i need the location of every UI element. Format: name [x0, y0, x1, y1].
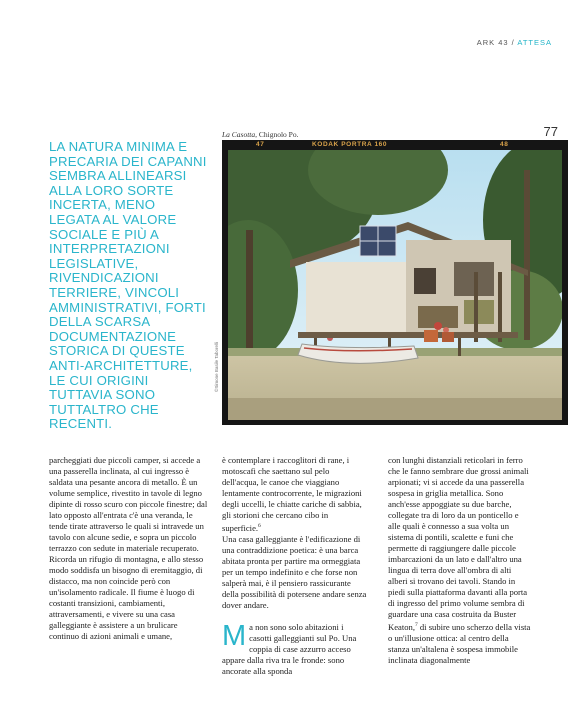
footnote-ref-7: 7 — [414, 622, 418, 628]
column-3-text-b: di subire uno scherzo della vista o un'illusione ottica: al centro della stanza un'altalena è sospesa immobile inclinata diagonalmente — [388, 621, 531, 665]
header-section: ATTESA — [517, 38, 552, 47]
caption-title: La Casotta — [222, 130, 256, 139]
film-strip — [222, 140, 568, 149]
column-3-paragraph — [388, 455, 532, 666]
column-2-paragraph-3 — [222, 619, 368, 677]
text-column-2 — [222, 455, 368, 677]
header-publication: ARK 43 / — [476, 38, 518, 47]
column-2-text-c: a non sono solo abitazioni i casotti galleggianti sul Po. Una coppia di case azzurro acceso appare dalla riva tra le fronde: sono ancorate alla sponda — [222, 621, 357, 676]
column-2-paragraph-1 — [222, 455, 368, 534]
photo-credit: ©Simone Basile Taborelli — [214, 341, 219, 392]
film-frame-number-right: 48 — [500, 141, 509, 148]
film-brand: KODAK PORTRA 160 — [312, 141, 388, 148]
drop-cap: M — [222, 619, 247, 652]
page-number: 77 — [543, 124, 558, 139]
photo-frame — [222, 140, 568, 425]
film-frame-number-left: 47 — [256, 141, 265, 148]
photo-illustration — [228, 150, 562, 420]
photo-caption — [222, 130, 298, 139]
text-column-3 — [388, 455, 532, 666]
column-2-text-a: è contemplare i raccoglitori di rane, i motoscafi che saettano sul pelo dell'acqua, le canoe che viaggiano lentamente controcorrente, le migrazioni degli uccelli, le chiatte cariche di sabbia, gli storioni che cercano cibo in superficie. — [222, 455, 362, 533]
pull-quote: LA NATURA MINIMA E PRECARIA DEI CAPANNI SEMBRA ALLINEARSI ALLA LORO SORTE INCERTA, MENO LEGATA AL VALORE SOCIALE E PIÙ A INTERPRETAZIONI LEGISLATIVE, RIVENDICAZIONI TERRIERE, VINCOLI AMMINISTRATIVI, FORTI DELLA SCARSA DOCUMENTAZIONE STORICA DI QUESTE ANTI-ARCHITETTURE, LE CUI ORIGINI TUTTAVIA SONO TUTTALTRO CHE RECENTI. — [49, 139, 207, 432]
column-2-paragraph-2: Una casa galleggiante è l'edificazione di una contraddizione poetica: è una barca abitata pronta per partire ma ormeggiata per un tempo indefinito e che forse non salperà mai, è il pensiero rassicurante della possibilità di potersene andare senza dover andare. — [222, 533, 367, 610]
text-column-1 — [49, 455, 209, 642]
caption-place: , Chignolo Po. — [255, 130, 299, 139]
photo-houseboat — [228, 150, 562, 420]
column-3-text-a: con lunghi distanziali reticolari in ferro che le fanno sembrare due grossi animali arpionati; vi si accede da una passerella sospesa in griglia metallica. Sono anch'esse appoggiate su due barche, collegate tra di loro da un ponticello e alle quali è connesso a sua volta un sistema di pontili, scalette e funi che permette di raggiungere dalle piccole imbarcazioni da un lato e dall'altro una lingua di terra dove all'ombra di alti alberi si trovano dei tavoli. Stando in piedi sulla piattaforma davanti alla porta di ingresso del primo volume sembra di guardare una casa costruita da Buster Keaton, — [388, 455, 529, 632]
footnote-ref-6: 6 — [258, 523, 261, 529]
running-header — [477, 38, 552, 47]
column-1-paragraph: parcheggiati due piccoli camper, si accede a una passerella inclinata, al cui ingresso è saldata una pesante ancora di metallo. È un volume semplice, rivestito in tavole di legno dipinte di rosso scuro con piccole finestre; dal lato opposto all'entrata c'è una veranda, le tende tirate attraverso le quali si intravede un tavolo con alcune sedie, e sopra un piccolo terrazzo con sedute in materiale recuperato. Ricorda un rifugio di montagna, e allo stesso modo soddisfa un bisogno di eremitaggio, di distacco, ma non coincide però con un'isolamento radicale. Il fiume è luogo di costanti transizioni, cambiamenti, attraversamenti, e vivere su una casa galleggiante è assistere a un brulicare continuo di azioni animali e umane, — [49, 455, 208, 641]
